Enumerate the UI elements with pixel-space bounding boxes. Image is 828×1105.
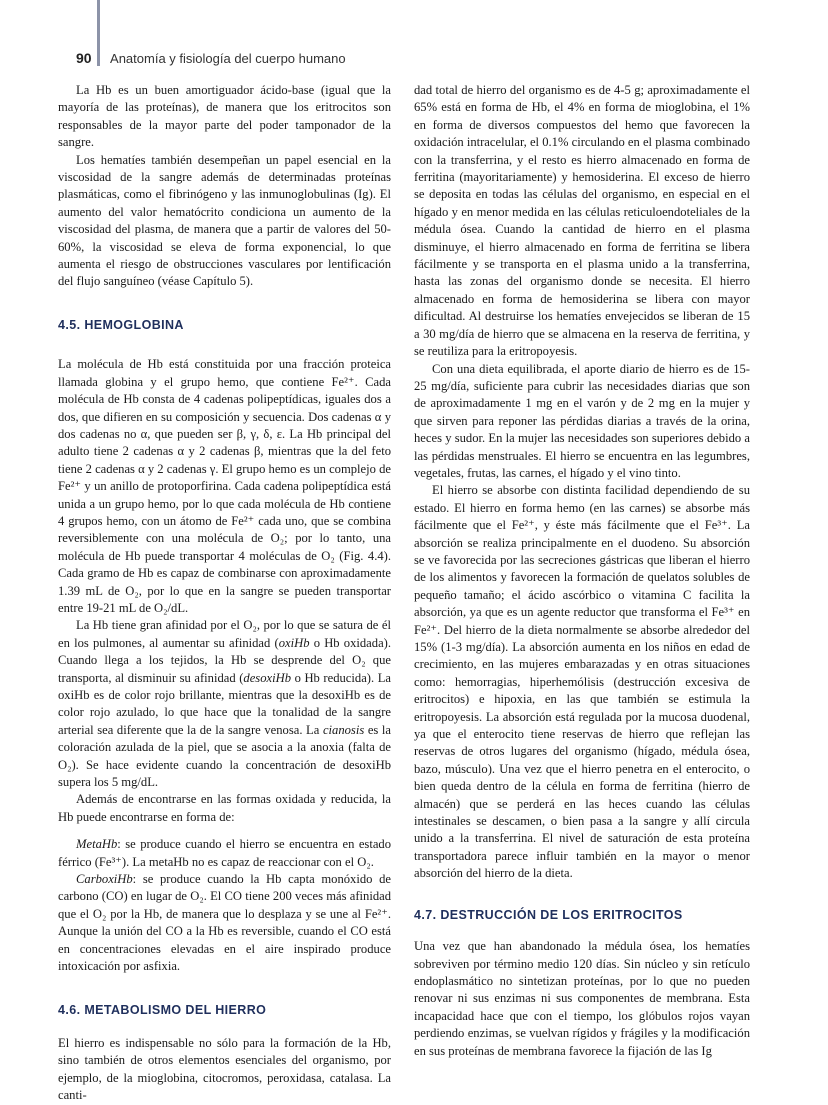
section-heading-metabolismo-hierro: 4.6. METABOLISMO DEL HIERRO bbox=[58, 1002, 267, 1017]
running-title: Anatomía y fisiología del cuerpo humano bbox=[110, 51, 346, 66]
paragraph: Con una dieta equilibrada, el aporte diario de hierro es de 15-25 mg/día, suficiente para cubrir las necesidades diarias que son de aproximadamente 1 mg en el varón y de 2 mg en la mujer y que sirven para reponer las pérdidas diarias a través de la orina, heces y sudor. En la mujer las necesidades son superiores debido a las pérdidas menstruales. El hierro se encuentra en las legumbres, vegetales, frutas, las carnes, el hígado y el vino tinto. bbox=[414, 361, 750, 480]
section-heading-hemoglobina: 4.5. HEMOGLOBINA bbox=[58, 317, 184, 332]
paragraph: Una vez que han abandonado la médula ósea, los hematíes sobreviven por término medio 120 días. Sin núcleo y sin retículo endoplasmático no sintetizan proteínas, por lo que no pueden renovar ni sus enzimas ni sus componentes de membrana. Esta incapacidad hace que con el tiempo, los glóbulos rojos vayan perdiendo enzimas, se vuelvan rígidos y frágiles y la modificación en sus proteínas de membrana favorece la fijación de las Ig bbox=[414, 939, 750, 1058]
definition-carboxihb: CarboxiHb: se produce cuando la Hb capta monóxido de carbono (CO) en lugar de O₂. El CO tiene 200 veces más afinidad que el O₂ por la Hb, de manera que lo desplaza y se une al Fe²⁺. Aunque la unión del CO a la Hb es reversible, cuando el CO está en concentraciones elevadas en el aire inspirado produce intoxicación por asfixia. bbox=[58, 872, 391, 974]
paragraph: La Hb tiene gran afinidad por el O₂, por lo que se satura de él en los pulmones, al aumentar su afinidad (oxiHb o Hb oxidada). Cuando llega a los tejidos, la Hb se desprende del O₂ que transporta, al disminuir su afinidad (desoxiHb o Hb reducida). La oxiHb es de color rojo brillante, mientras que la desoxiHb es de color rojo azulado, lo que hace que la tonalidad de la sangre arterial sea diferente que la de la sangre venosa. La cianosis es la coloración azulada de la piel, que se asocia a la anoxia (falta de O₂). Se hace evidente cuando la concentración de desoxiHb supera los 5 mg/dL. bbox=[58, 618, 392, 790]
paragraph: La Hb es un buen amortiguador ácido-base (igual que la mayoría de las proteínas), de manera que los eritrocitos son responsables de la mayor parte del poder tamponador de la sangre. bbox=[58, 83, 391, 150]
paragraph: El hierro se absorbe con distinta facilidad dependiendo de su estado. El hierro en forma hemo (en las carnes) se absorbe más fácilmente que el Fe²⁺, y éste más fácilmente que el Fe³⁺. La absorción se realiza principalmente en el duodeno. Su absorción se ve favorecida por las secreciones gástricas que liberan el hierro de los alimentos y favorecen la formación de quelatos solubles de pequeño tamaño; el ácido ascórbico o vitamina C facilita la absorción, ya que es un agente reductor que transforma el Fe³⁺ en Fe²⁺. Del hierro de la dieta normalmente se absorbe alrededor del 15% (1-3 mg/día). La absorción aumenta en los niños en edad de crecimiento, en las mujeres embarazadas y en otras situaciones como: hemorragias, hiperhemólisis (destrucción excesiva de eritrocitos) e hipoxia, en las que también se estimula la eritropoyesis. La absorción está regulada por la mucosa duodenal, ya que el enterocito tiene reservas de hierro que reflejan las reservas de otros lugares del organismo (hígado, médula ósea, bazo, músculo). Una vez que el hierro penetra en el enterocito, o bien queda dentro de la célula en forma de ferritina (hierro de almacén) que se perderá en las heces cuando las células intestinales se descamen, o bien pasa a la sangre y allí circula unido a la transferrina. El nivel de saturación de esta proteína transportadora parece influir también en la mayor o menor absorción del hierro de la dieta. bbox=[414, 483, 750, 881]
page-number: 90 bbox=[76, 50, 92, 66]
paragraph: El hierro es indispensable no sólo para la formación de la Hb, sino también de otros elementos esenciales del organismo, por ejemplo, de la mioglobina, citocromos, peroxidasa, catalasa. La canti- bbox=[58, 1035, 391, 1103]
paragraph: dad total de hierro del organismo es de 4-5 g; aproximadamente el 65% está en forma de Hb, el 4% en forma de mioglobina, el 1% en forma de diversos compuestos del hemo que favorecen la oxidación intracelular, el 0.1% circulando en el plasma combinado con la transferrina, y el resto es hierro almacenado en forma de ferritina (mayoritariamente) y hemosiderina. El exceso de hierro se deposita en todas las células del organismo, en especial en el hígado y en menor medida en las células reticuloendoteliales de la médula ósea. Cuando la cantidad de hierro en el plasma disminuye, el hierro almacenado en forma de ferritina se libera fácilmente y se transporta en el plasma unido a la transferrina, hasta las zonas del organismo donde se necesita. El hierro almacenado en forma de hemosiderina se libera con mayor dificultad. Al destruirse los hematíes envejecidos se liberan de 15 a 30 mg/día de hierro que se almacena en la reserva de ferritina, y se reutiliza para la eritropoyesis. bbox=[414, 83, 750, 359]
definition-metahb: MetaHb: se produce cuando el hierro se encuentra en estado férrico (Fe³⁺). La metaHb no es capaz de reaccionar con el O₂. bbox=[58, 837, 391, 869]
running-header bbox=[76, 50, 346, 68]
right-column bbox=[414, 82, 750, 1060]
section-heading-destruccion-eritrocitos: 4.7. DESTRUCCIÓN DE LOS ERITROCITOS bbox=[414, 907, 683, 922]
paragraph: Además de encontrarse en las formas oxidada y reducida, la Hb puede encontrarse en forma de: bbox=[58, 792, 391, 824]
left-column bbox=[58, 82, 391, 1105]
paragraph: Los hematíes también desempeñan un papel esencial en la viscosidad de la sangre además de determinadas proteínas plasmáticas, como el fibrinógeno y las inmunoglobulinas (Ig). El aumento del valor hematócrito condiciona un aumento de la viscosidad del plasma, de manera que a partir de valores del 50-60%, la viscosidad se eleva de forma exponencial, lo que aumenta el riesgo de obstrucciones vasculares por lentificación del flujo sanguíneo (véase Capítulo 5). bbox=[58, 152, 391, 289]
paragraph: La molécula de Hb está constituida por una fracción proteica llamada globina y el grupo hemo, que contiene Fe²⁺. Cada molécula de Hb consta de 4 cadenas polipeptídicas, iguales dos a dos, que difieren en su composición y secuencia. Dos cadenas α y dos cadenas no α, que pueden ser β, γ, δ, ε. La Hb principal del adulto tiene 2 cadenas α y 2 cadenas β, mientras que la del feto tiene 2 cadenas α y 2 cadenas γ. El grupo hemo es un complejo de Fe²⁺ y un anillo de protoporfirina. Cada cadena polipeptídica está unida a un grupo hemo, por lo que cada molécula de Hb contiene 4 grupos hemo, con un átomo de Fe²⁺ cada uno, que se combina reversiblemente con una molécula de O₂; por lo tanto, una molécula de Hb puede transportar 4 moléculas de O₂ (Fig. 4.4). Cada gramo de Hb es capaz de combinarse con aproximadamente 1.39 mL de O₂, por lo que en la sangre se pueden transportar entre 19-21 mL de O₂/dL. bbox=[58, 357, 391, 615]
